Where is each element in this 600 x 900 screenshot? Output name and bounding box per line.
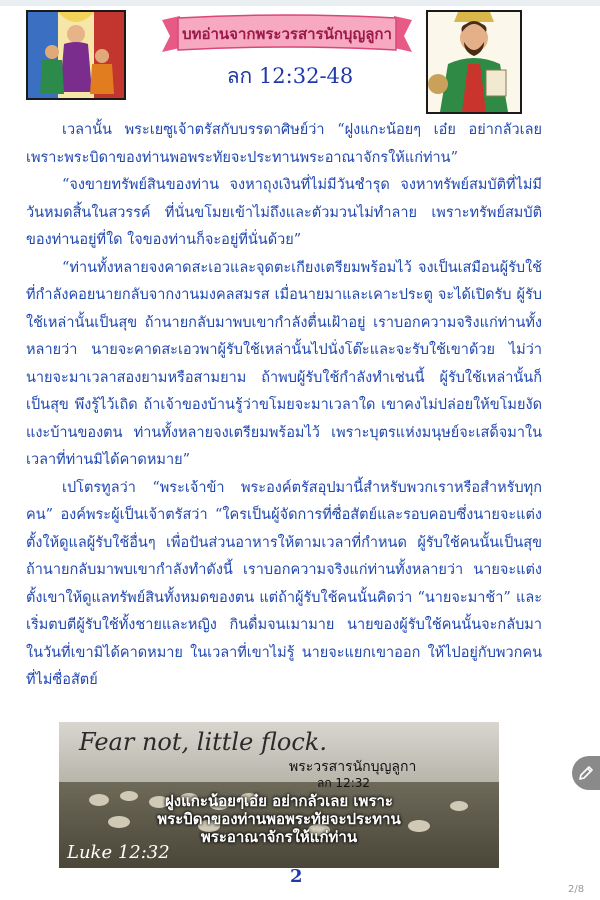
- paragraph: เวลานั้น พระเยซูเจ้าตรัสกับบรรดาศิษย์ว่า “ฝูงแกะน้อยๆ เอ๋ย อย่ากลัวเลย เพราะพระบิดาของท่านพอพระทัยจะประทานพระอาณาจักรให้แก่ท่าน”: [26, 122, 542, 166]
- photo-gospel-ref: ลก 12:32: [317, 776, 371, 790]
- paragraph: เปโตรทูลว่า “พระเจ้าข้า พระองค์ตรัสอุปมานี้สำหรับพวกเราหรือสำหรับทุกคน” องค์พระผู้เป็นเจ้าตรัสว่า “ใครเป็นผู้จัดการที่ซื่อสัตย์และรอบคอบซึ่งนายจะแต่งตั้งให้ดูแลผู้รับใช้อื่นๆ เพื่อปันส่วนอาหารให้ตามเวลาที่กำหนด ผู้รับใช้คนนั้นเป็นสุข ถ้านายกลับมาพบเขากำลังทำดังนี้ เราบอกความจริงแก่ท่านทั้งหลายว่า นายจะแต่งตั้งเขาให้ดูแลทรัพย์สินทั้งหมดของตน แต่ถ้าผู้รับใช้คนนั้นคิดว่า “นายจะมาช้า” และเริ่มตบตีผู้รับใช้ทั้งชายและหญิง กินดื่มจนเมามาย นายของผู้รับใช้คนนั้นจะกลับมาในวันที่เขามิได้คาดหมาย ในเวลาที่เขาไม่รู้ นายจะแยกเขาออก ให้ไปอยู่กับพวกคนที่ไม่ซื่อสัตย์: [26, 479, 542, 688]
- page-count: 2/8: [568, 884, 585, 895]
- photo-verse-line: ฝูงแกะน้อยๆเอ๋ย อย่ากลัวเลย เพราะ: [165, 792, 393, 810]
- photo-signature: Luke 12:32: [67, 842, 170, 863]
- illustration-left: [26, 10, 126, 100]
- photo-verse: [69, 792, 489, 846]
- reading-body: [26, 117, 542, 695]
- photo-verse-line: พระบิดาของท่านพอพระทัยจะประทาน: [157, 810, 401, 828]
- paragraph: “จงขายทรัพย์สินของท่าน จงหาถุงเงินที่ไม่มีวันชำรุด จงหาทรัพย์สมบัติที่ไม่มีวันหมดสิ้นในสวรรค์ ที่นั่นขโมยเข้าไม่ถึงและตัวมวนไม่ทำลาย เพราะทรัพย์สมบัติของท่านอยู่ที่ใด ใจของท่านก็จะอยู่ที่นั่นด้วย”: [26, 177, 542, 248]
- paragraph: “ท่านทั้งหลายจงคาดสะเอวและจุดตะเกียงเตรียมพร้อมไว้ จงเป็นเสมือนผู้รับใช้ที่กำลังคอยนายกลับจากงานมงคลสมรส เมื่อนายมาและเคาะประตู จะได้เปิดรับ ผู้รับใช้เหล่านั้นเป็นสุข ถ้านายกลับมาพบเขากำลังตื่นเฝ้าอยู่ เราบอกความจริงแก่ท่านทั้งหลายว่า นายจะคาดสะเอวพาผู้รับใช้เหล่านั้นไปนั่งโต๊ะและจะรับใช้เขาด้วย ไม่ว่านายจะมาเวลาสองยามหรือสามยาม ถ้าพบผู้รับใช้กำลังทำเช่นนี้ ผู้รับใช้เหล่านั้นก็เป็นสุข พึงรู้ไว้เถิด ถ้าเจ้าของบ้านรู้ว่าขโมยจะมาเวลาใด เขาคงไม่ปล่อยให้ขโมยงัดแงะบ้านของตน ท่านทั้งหลายจงเตรียมพร้อมไว้ เพราะบุตรแห่งมนุษย์จะเสด็จมาในเวลาที่ท่านมิได้คาดหมาย”: [26, 259, 542, 468]
- photo-english-text: Fear not, little flock.: [79, 728, 327, 756]
- edit-button[interactable]: [572, 756, 600, 790]
- illustration-right: [426, 10, 522, 114]
- title-banner: [158, 14, 416, 56]
- banner-title: บทอ่านจากพระวรสารนักบุญลูกา: [182, 25, 392, 43]
- photo-verse-line: พระอาณาจักรให้แก่ท่าน: [200, 828, 358, 846]
- pencil-icon: [578, 765, 594, 781]
- verse-photo: [59, 722, 499, 868]
- scripture-reference: ลก 12:32-48: [226, 64, 354, 88]
- photo-gospel-label: พระวรสารนักบุญลูกา: [289, 759, 417, 775]
- page-number: 2: [290, 866, 303, 887]
